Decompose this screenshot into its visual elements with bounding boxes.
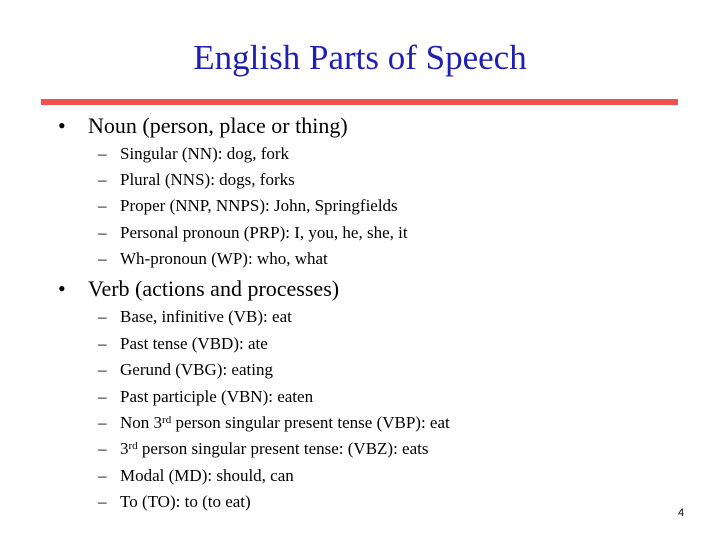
dash-marker: – — [98, 170, 107, 189]
dash-marker: – — [98, 439, 107, 458]
noun-item-plural: Plural (NNS): dogs, forks — [120, 170, 295, 189]
noun-item-proper: Proper (NNP, NNPS): John, Springfields — [120, 196, 398, 215]
verb-item-past-tense: Past tense (VBD): ate — [120, 334, 268, 353]
dash-marker: – — [98, 144, 107, 163]
verb-item-vbz: 3rd person singular present tense: (VBZ): eats — [120, 439, 429, 458]
dash-marker: – — [98, 360, 107, 379]
noun-heading: Noun (person, place or thing) — [88, 113, 348, 138]
noun-item-wh-pronoun: Wh-pronoun (WP): who, what — [120, 249, 328, 268]
verb-heading: Verb (actions and processes) — [88, 276, 340, 301]
verb-item-to: To (TO): to (to eat) — [120, 492, 251, 511]
verb-item-base: Base, infinitive (VB): eat — [120, 307, 292, 326]
noun-item-personal-pronoun: Personal pronoun (PRP): I, you, he, she, it — [120, 223, 408, 242]
noun-item-singular: Singular (NN): dog, fork — [120, 144, 290, 163]
dash-marker: – — [98, 334, 107, 353]
verb-item-modal: Modal (MD): should, can — [120, 466, 294, 485]
dash-marker: – — [98, 249, 107, 268]
verb-item-past-participle: Past participle (VBN): eaten — [120, 387, 314, 406]
dash-marker: – — [98, 307, 107, 326]
dash-marker: – — [98, 223, 107, 242]
page-number: 4 — [678, 507, 685, 519]
bullet-marker: • — [58, 113, 66, 138]
bullet-marker: • — [58, 276, 66, 301]
dash-marker: – — [98, 466, 107, 485]
dash-marker: – — [98, 492, 107, 511]
verb-item-gerund: Gerund (VBG): eating — [120, 360, 273, 379]
dash-marker: – — [98, 413, 107, 432]
slide-title: English Parts of Speech — [193, 38, 527, 77]
title-divider — [41, 99, 678, 105]
dash-marker: – — [98, 387, 107, 406]
dash-marker: – — [98, 196, 107, 215]
verb-item-vbp: Non 3rd person singular present tense (VBP): eat — [120, 413, 450, 432]
